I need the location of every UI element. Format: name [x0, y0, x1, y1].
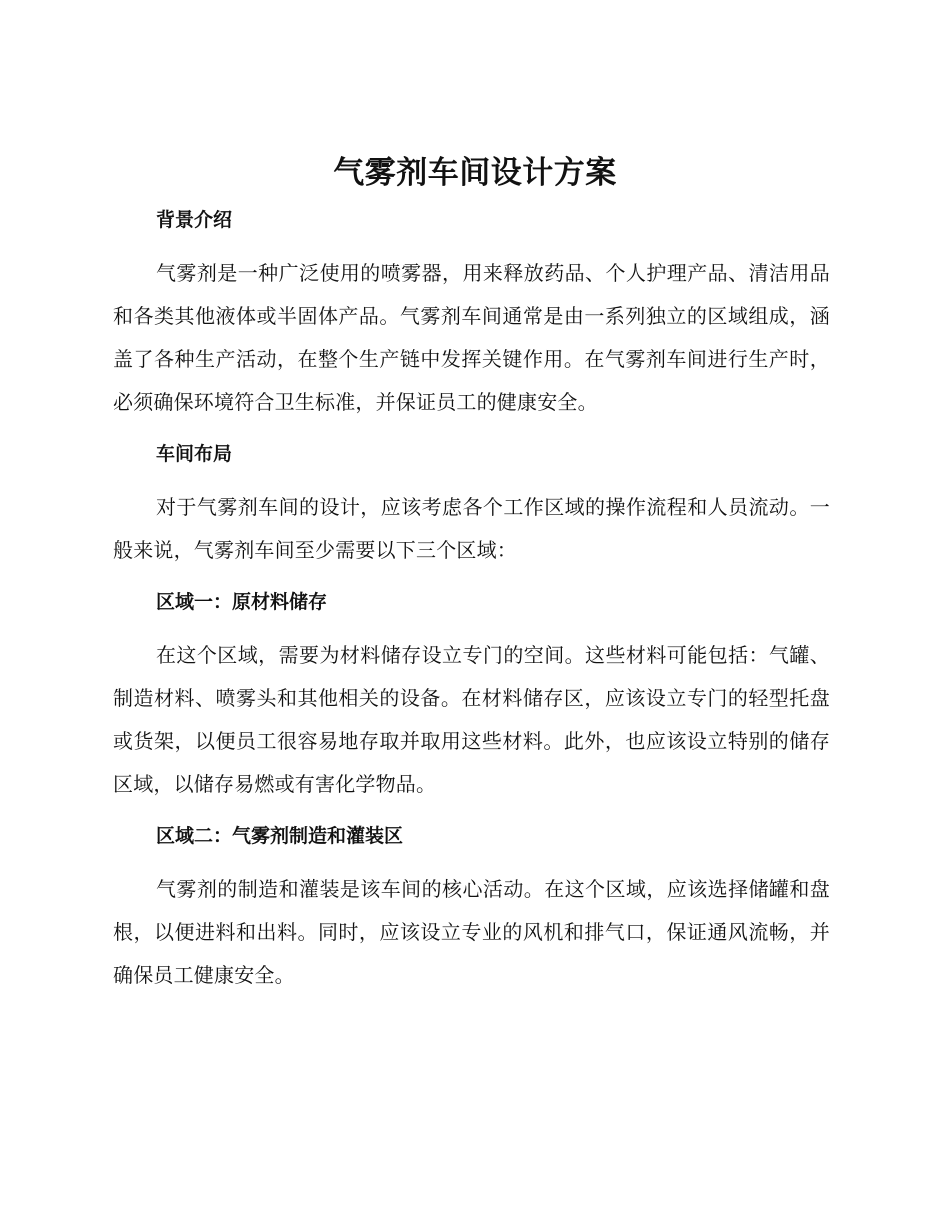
section-paragraph: 在这个区域，需要为材料储存设立专门的空间。这些材料可能包括：气罐、制造材料、喷雾头和其他相关的设备。在材料储存区，应该设立专门的轻型托盘或货架，以便员工很容易地存取并取用这些材料。此外，也应该设立特别的储存区域，以储存易燃或有害化学物品。 [113, 643, 830, 796]
document-body [113, 200, 830, 997]
section-paragraph: 气雾剂是一种广泛使用的喷雾器，用来释放药品、个人护理产品、清洁用品和各类其他液体或半固体产品。气雾剂车间通常是由一系列独立的区域组成，涵盖了各种生产活动，在整个生产链中发挥关键作用。在气雾剂车间进行生产时，必须确保环境符合卫生标准，并保证员工的健康安全。 [113, 261, 830, 414]
section-paragraph: 对于气雾剂车间的设计，应该考虑各个工作区域的操作流程和人员流动。一般来说，气雾剂车间至少需要以下三个区域： [113, 495, 830, 562]
section-heading: 车间布局 [156, 443, 233, 465]
section-heading: 区域一：原材料储存 [156, 591, 328, 613]
section-paragraph: 气雾剂的制造和灌装是该车间的核心活动。在这个区域，应该选择储罐和盘根，以便进料和出料。同时，应该设立专业的风机和排气口，保证通风流畅，并确保员工健康安全。 [113, 877, 830, 987]
section-heading: 区域二：气雾剂制造和灌装区 [156, 825, 404, 847]
section-zone-one [113, 582, 830, 816]
section-background [113, 200, 830, 434]
section-heading: 背景介绍 [156, 209, 233, 231]
section-zone-two [113, 816, 830, 997]
section-layout [113, 434, 830, 582]
document-title: 气雾剂车间设计方案 [333, 155, 617, 191]
